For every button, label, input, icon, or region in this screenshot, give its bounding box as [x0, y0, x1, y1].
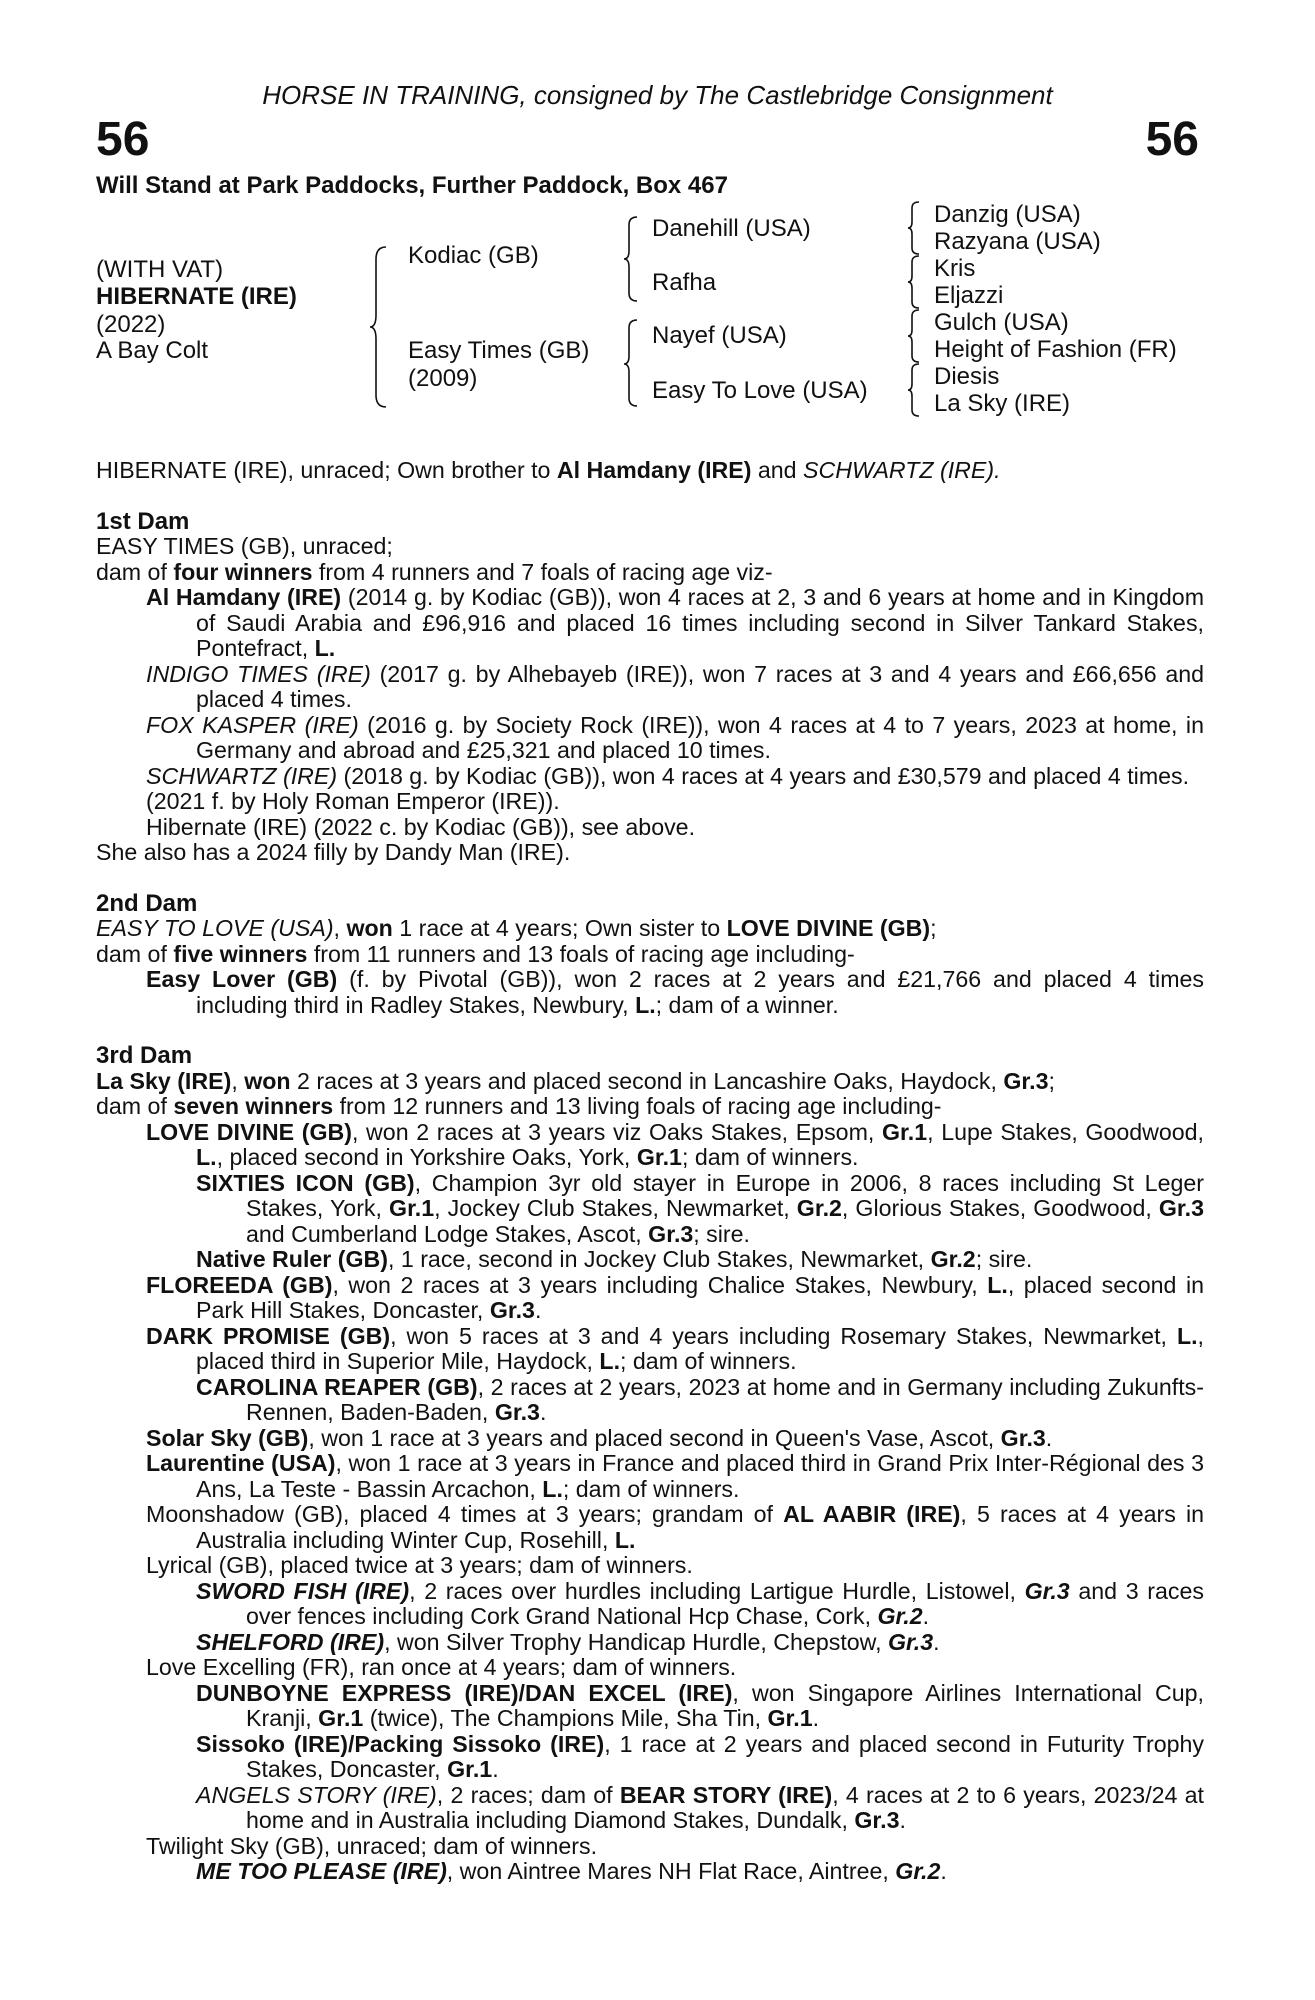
text-run: Gr.1: [881, 1118, 928, 1145]
text-run: DARK PROMISE (GB): [146, 1322, 391, 1349]
second-dam-summary: [96, 942, 1204, 968]
first-dam-summary: [96, 560, 1204, 586]
text-run: (2014 g. by Kodiac (GB)), won 4 races at 2, 3 and 6 years at home and in Kingdom of Saudi Arabia and £96,916 and placed 16 times including second in Silver Tankard Stakes, Pontefract,: [196, 584, 1205, 661]
progeny-entry: Twilight Sky (GB), unraced; dam of winners.: [146, 1832, 598, 1859]
grandprogeny-entry: [96, 1375, 1204, 1426]
text-run: dam of: [96, 558, 174, 585]
progeny-entry: [96, 662, 1204, 713]
progeny-entry: [96, 1324, 1204, 1375]
text-run: , 4 races at 2 to 6 years, 2023/24 at home and in Australia including Diamond Stakes, Dundalk,: [246, 1781, 1204, 1833]
lot-number-right: 56: [1145, 113, 1199, 166]
text-run: , Jockey Club Stakes, Newmarket,: [434, 1195, 797, 1221]
text-run: Gr.2: [877, 1603, 923, 1629]
first-dam-line: EASY TIMES (GB), unraced;: [96, 533, 393, 559]
text-run: dam of: [96, 1093, 174, 1119]
sire-sire: Danehill (USA): [652, 215, 811, 242]
progeny-entry: Lyrical (GB), placed twice at 3 years; dam of winners.: [146, 1552, 693, 1578]
text-run: (twice), The Champions Mile, Sha Tin,: [363, 1705, 768, 1731]
stand-location: Will Stand at Park Paddocks, Further Paddock, Box 467: [96, 172, 728, 199]
text-run: ; dam of winners.: [562, 1475, 740, 1502]
text-run: L.: [987, 1271, 1008, 1298]
text-run: .: [1045, 1424, 1053, 1451]
ancestor-g4: Eljazzi: [934, 282, 1004, 309]
text-run: ; sire.: [975, 1246, 1033, 1272]
text-run: SCHWARTZ (IRE): [146, 762, 338, 789]
text-run: ,: [333, 915, 347, 941]
horse-year: (2022): [96, 311, 166, 338]
text-run: seven winners: [173, 1093, 334, 1119]
ancestor-g6: Height of Fashion (FR): [934, 336, 1177, 363]
pedigree-brace-dam: [622, 318, 640, 410]
text-run: Gr.3: [1024, 1577, 1070, 1604]
pedigree-brace-g2: [906, 254, 922, 310]
text-run: , won 5 races at 3 and 4 years including Rosemary Stakes, Newmarket,: [390, 1322, 1177, 1349]
text-run: Al Hamdany (IRE): [556, 457, 752, 483]
text-run: , 2 races; dam of: [436, 1781, 620, 1808]
ancestor-g8: La Sky (IRE): [934, 390, 1071, 417]
text-run: and: [751, 457, 804, 483]
progeny-entry: Love Excelling (FR), ran once at 4 years; dam of winners.: [146, 1654, 737, 1680]
grandprogeny-entry: [96, 1579, 1204, 1630]
text-run: ; dam of winners.: [681, 1144, 859, 1170]
grandprogeny-entry: [96, 1247, 1204, 1273]
text-run: five winners: [173, 940, 308, 967]
text-run: .: [812, 1705, 820, 1731]
progeny-entry: [96, 967, 1204, 1018]
text-run: Gr.1: [767, 1705, 813, 1731]
text-run: EASY TO LOVE (USA): [96, 915, 334, 941]
text-run: SWORD FISH (IRE): [196, 1577, 410, 1604]
sire-name: Kodiac (GB): [408, 242, 539, 269]
text-run: Gr.3: [1003, 1067, 1049, 1094]
grandprogeny-entry: [96, 1783, 1204, 1834]
text-run: , Glorious Stakes, Goodwood,: [841, 1195, 1159, 1221]
text-run: .: [899, 1807, 906, 1833]
ancestor-g2: Razyana (USA): [934, 228, 1101, 255]
text-run: four winners: [173, 558, 313, 585]
text-run: Gr.2: [796, 1195, 842, 1221]
progeny-entry: [96, 1426, 1204, 1452]
text-run: (f. by Pivotal (GB)), won 2 races at 2 years and £21,766 and placed 4 times including third in Radley Stakes, Newbury,: [196, 966, 1204, 1018]
text-run: Gr.2: [895, 1858, 941, 1884]
text-run: and 3 races over fences including Cork Grand National Hcp Chase, Cork,: [246, 1577, 1204, 1629]
text-run: LOVE DIVINE (GB): [726, 915, 931, 941]
text-run: L.: [1176, 1322, 1198, 1349]
text-run: ; sire.: [693, 1220, 750, 1247]
text-run: , 1 race, second in Jockey Club Stakes, Newmarket,: [387, 1246, 931, 1272]
text-run: ;: [1048, 1067, 1055, 1094]
lot-number-left: 56: [96, 113, 150, 166]
dam-sire: Nayef (USA): [652, 322, 787, 349]
sire-dam: Rafha: [652, 269, 717, 296]
text-run: Gr.1: [389, 1195, 435, 1221]
text-run: from 4 runners and 7 foals of racing age viz-: [312, 558, 773, 585]
text-run: , 2 races at 2 years, 2023 at home and in Germany including Zukunfts-Rennen, Baden-Baden,: [246, 1373, 1204, 1425]
progeny-entry: [96, 585, 1204, 662]
text-run: La Sky (IRE): [96, 1067, 232, 1094]
second-dam-line: [96, 916, 1204, 942]
pedigree-brace-main: [368, 245, 390, 410]
text-run: BEAR STORY (IRE): [619, 1781, 833, 1808]
text-run: L.: [635, 991, 656, 1018]
text-run: Native Ruler (GB): [196, 1246, 388, 1272]
text-run: Gr.3: [494, 1399, 540, 1425]
dam-name: Easy Times (GB): [408, 337, 590, 364]
text-run: , won Singapore Airlines International Cup, Kranji,: [246, 1679, 1204, 1731]
text-run: Gr.3: [1000, 1424, 1046, 1451]
text-run: , won Aintree Mares NH Flat Race, Aintree,: [446, 1858, 896, 1884]
text-run: , won 1 race at 3 years and placed second in Queen's Vase, Ascot,: [308, 1424, 1001, 1451]
third-dam-line: [96, 1069, 1204, 1095]
ancestor-g5: Gulch (USA): [934, 309, 1069, 336]
ancestor-g7: Diesis: [934, 363, 1000, 390]
pedigree-brace-g4: [906, 362, 922, 418]
text-run: (2016 g. by Society Rock (IRE)), won 4 races at 4 to 7 years, 2023 at home, in Germany and abroad and £25,321 and placed 10 times.: [196, 711, 1204, 763]
intro-paragraph: [96, 458, 1204, 484]
vat-label: (WITH VAT): [96, 256, 224, 283]
text-run: and Cumberland Lodge Stakes, Ascot,: [246, 1220, 649, 1247]
text-run: ME TOO PLEASE (IRE): [196, 1858, 447, 1884]
text-run: , 2 races over hurdles including Lartigue Hurdle, Listowel,: [409, 1577, 1025, 1604]
text-run: , won 2 races at 3 years viz Oaks Stakes, Epsom,: [351, 1118, 882, 1145]
second-dam-heading: 2nd Dam: [96, 889, 198, 917]
text-run: Gr.3: [888, 1628, 934, 1655]
text-run: , 1 race at 2 years and placed second in Futurity Trophy Stakes, Doncaster,: [246, 1730, 1204, 1782]
text-run: L.: [614, 1526, 636, 1553]
text-run: 1 race at 4 years; Own sister to: [392, 915, 727, 941]
text-run: , placed third in Superior Mile, Haydock,: [196, 1322, 1204, 1374]
text-run: AL AABIR (IRE): [783, 1501, 961, 1527]
text-run: ; dam of winners.: [620, 1348, 797, 1374]
text-run: 2 races at 3 years and placed second in Lancashire Oaks, Haydock,: [290, 1067, 1004, 1094]
grandprogeny-entry: [96, 1630, 1204, 1656]
grandprogeny-entry: [96, 1732, 1204, 1783]
text-run: .: [534, 1297, 542, 1323]
text-run: , placed second in Yorkshire Oaks, York,: [216, 1144, 637, 1170]
text-run: HIBERNATE (IRE), unraced; Own brother to: [96, 457, 557, 483]
text-run: won: [244, 1067, 291, 1094]
text-run: Gr.3: [854, 1807, 900, 1833]
progeny-entry: [96, 1273, 1204, 1324]
text-run: Gr.3: [648, 1220, 694, 1247]
text-run: Al Hamdany (IRE): [146, 584, 342, 610]
text-run: (2017 g. by Alhebayeb (IRE)), won 7 races at 3 and 4 years and £66,656 and placed 4 times.: [196, 660, 1205, 712]
first-dam-heading: 1st Dam: [96, 507, 190, 535]
text-run: Gr.1: [447, 1756, 493, 1782]
text-run: DUNBOYNE EXPRESS (IRE)/DAN EXCEL (IRE): [196, 1679, 733, 1706]
text-run: L.: [314, 635, 336, 661]
grandprogeny-entry: [96, 1171, 1204, 1248]
text-run: , placed second in Park Hill Stakes, Doncaster,: [196, 1271, 1204, 1323]
text-run: ;: [930, 915, 937, 941]
first-dam-note: She also has a 2024 filly by Dandy Man (IRE).: [96, 839, 571, 865]
text-run: ; dam of a winner.: [655, 991, 839, 1018]
text-run: , won Silver Trophy Handicap Hurdle, Chepstow,: [384, 1628, 889, 1655]
text-run: SHELFORD (IRE): [196, 1628, 385, 1655]
progeny-entry: [96, 1502, 1204, 1553]
grandprogeny-entry: [96, 1681, 1204, 1732]
text-run: , 5 races at 4 years in Australia including Winter Cup, Rosehill,: [196, 1501, 1204, 1553]
ancestor-g1: Danzig (USA): [934, 201, 1081, 228]
text-run: L.: [599, 1348, 621, 1374]
text-run: , Champion 3yr old stayer in Europe in 2006, 8 races including St Leger Stakes, York,: [246, 1169, 1204, 1221]
ancestor-g3: Kris: [934, 255, 976, 282]
text-run: LOVE DIVINE (GB): [146, 1118, 352, 1145]
progeny-entry: [96, 1120, 1204, 1171]
text-run: Gr.2: [930, 1246, 976, 1272]
text-run: ANGELS STORY (IRE): [196, 1781, 437, 1808]
progeny-entry: [96, 1451, 1204, 1502]
text-run: SIXTIES ICON (GB): [196, 1169, 415, 1196]
text-run: ,: [231, 1067, 245, 1094]
text-run: Gr.3: [1158, 1195, 1205, 1221]
third-dam-summary: [96, 1094, 1204, 1120]
text-run: .: [539, 1399, 547, 1425]
text-run: .: [922, 1603, 930, 1629]
pedigree-brace-g1: [906, 200, 922, 256]
text-run: from 11 runners and 13 foals of racing age including-: [307, 940, 855, 967]
dam-year: (2009): [408, 365, 478, 392]
text-run: FLOREEDA (GB): [146, 1271, 333, 1298]
page-header-title: HORSE IN TRAINING, consigned by The Castlebridge Consignment: [262, 80, 1053, 110]
text-run: (2018 g. by Kodiac (GB)), won 4 races at 4 years and £30,579 and placed 4 times.: [337, 762, 1190, 789]
text-run: .: [940, 1858, 947, 1884]
text-run: Gr.1: [318, 1705, 364, 1731]
grandprogeny-entry: [96, 1859, 1204, 1885]
text-run: Gr.1: [636, 1144, 682, 1170]
text-run: L.: [196, 1144, 217, 1170]
text-run: CAROLINA REAPER (GB): [196, 1373, 478, 1400]
text-run: from 12 runners and 13 living foals of racing age including-: [333, 1093, 942, 1119]
text-run: Gr.3: [489, 1297, 535, 1323]
text-run: Solar Sky (GB): [146, 1424, 309, 1451]
pedigree-brace-sire: [622, 215, 640, 305]
horse-name: HIBERNATE (IRE): [96, 283, 297, 310]
text-run: , won 2 races at 3 years including Chalice Stakes, Newbury,: [332, 1271, 988, 1298]
text-run: Easy Lover (GB): [146, 966, 338, 992]
text-run: Moonshadow (GB), placed 4 times at 3 years; grandam of: [146, 1501, 784, 1527]
text-run: .: [492, 1756, 499, 1782]
text-run: won: [346, 915, 393, 941]
text-run: L.: [542, 1475, 563, 1502]
text-run: , won 1 race at 3 years in France and placed third in Grand Prix Inter-Régional des 3 Ans, La Teste - Bassin Arcachon,: [196, 1450, 1205, 1502]
dam-dam: Easy To Love (USA): [652, 377, 868, 404]
text-run: .: [933, 1628, 940, 1655]
text-run: FOX KASPER (IRE): [146, 711, 359, 738]
text-run: Sissoko (IRE)/Packing Sissoko (IRE): [196, 1730, 605, 1757]
pedigree-brace-g3: [906, 308, 922, 364]
text-run: , Lupe Stakes, Goodwood,: [927, 1118, 1204, 1145]
third-dam-heading: 3rd Dam: [96, 1042, 193, 1069]
horse-description: A Bay Colt: [96, 337, 209, 364]
catalogue-text: [96, 458, 1204, 1885]
text-run: Laurentine (USA): [146, 1450, 336, 1476]
progeny-entry: Hibernate (IRE) (2022 c. by Kodiac (GB)), see above.: [146, 813, 696, 840]
text-run: INDIGO TIMES (IRE): [146, 660, 371, 687]
progeny-entry: (2021 f. by Holy Roman Emperor (IRE)).: [146, 788, 560, 814]
text-run: SCHWARTZ (IRE).: [803, 457, 1001, 483]
progeny-entry: [96, 764, 1204, 790]
progeny-entry: [96, 713, 1204, 764]
text-run: dam of: [96, 940, 174, 967]
